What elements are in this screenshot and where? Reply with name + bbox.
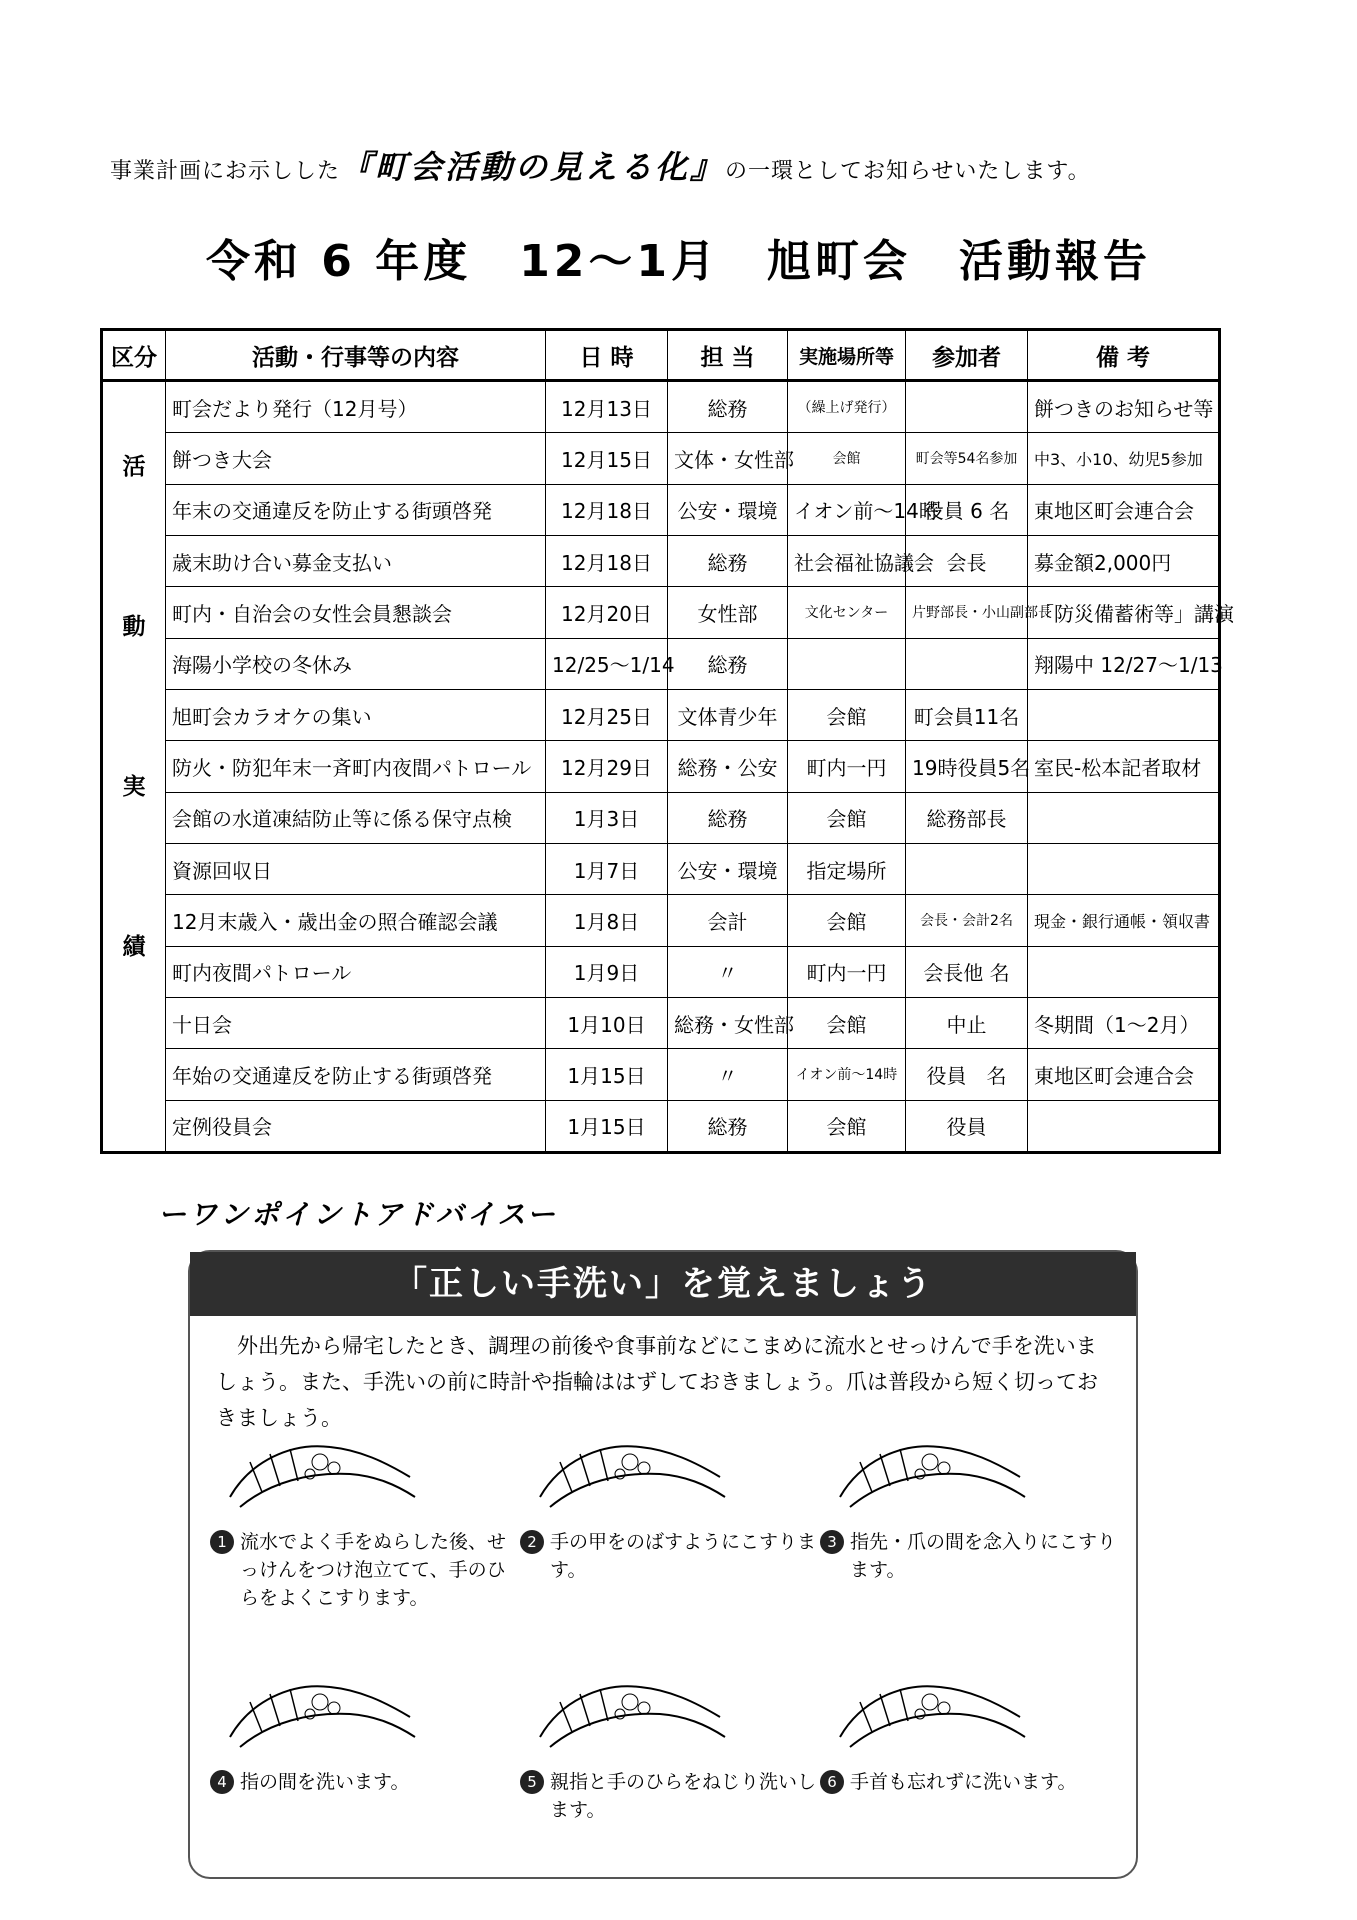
step-number: 4 xyxy=(210,1770,234,1794)
activity-cell: 防火・防犯年末一斉町内夜間パトロール xyxy=(166,741,546,792)
date-cell: 12月29日 xyxy=(546,741,668,792)
place-cell: 文化センター xyxy=(788,587,906,638)
notes-cell xyxy=(1028,843,1220,894)
intro-text xyxy=(110,142,1250,188)
owner-cell: 総務 xyxy=(668,792,788,843)
header-place: 実施場所等 xyxy=(788,330,906,381)
table-row xyxy=(102,792,1220,843)
place-cell: 会館 xyxy=(788,997,906,1048)
activity-cell: 歳末助け合い募金支払い xyxy=(166,535,546,586)
owner-cell: 総務 xyxy=(668,1100,788,1152)
table-row xyxy=(102,433,1220,484)
activity-report-table xyxy=(100,328,1234,1154)
step-text: 指の間を洗います。 xyxy=(240,1771,410,1793)
palms-rub-icon xyxy=(210,1402,430,1522)
place-cell: 町内一円 xyxy=(788,741,906,792)
participants-cell: 町会等54名参加 xyxy=(906,433,1028,484)
table-row xyxy=(102,587,1220,638)
participants-cell: 会長・会計2名 xyxy=(906,895,1028,946)
notes-cell: 募金額2,000円 xyxy=(1028,535,1220,586)
step-text: 流水でよく手をぬらした後、せっけんをつけ泡立てて、手のひらをよくこすります。 xyxy=(240,1531,507,1609)
date-cell: 1月7日 xyxy=(546,843,668,894)
date-cell: 1月3日 xyxy=(546,792,668,843)
owner-cell: 〃 xyxy=(668,946,788,997)
header-participants: 参加者 xyxy=(906,330,1028,381)
notes-cell: 冬期間（1～2月） xyxy=(1028,997,1220,1048)
table-row xyxy=(102,689,1220,740)
activity-cell: 町会だより発行（12月号） xyxy=(166,381,546,433)
place-cell xyxy=(788,638,906,689)
category-char: 績 xyxy=(122,934,146,960)
header-category: 区分 xyxy=(102,330,166,381)
table-row xyxy=(102,638,1220,689)
place-cell: 指定場所 xyxy=(788,843,906,894)
step-number: 2 xyxy=(520,1530,544,1554)
notes-cell xyxy=(1028,946,1220,997)
handwash-advice-box xyxy=(188,1250,1138,1879)
participants-cell: 片野部長・小山副部長 xyxy=(906,587,1028,638)
activity-cell: 年末の交通違反を防止する街頭啓発 xyxy=(166,484,546,535)
owner-cell: 〃 xyxy=(668,1049,788,1100)
table-row xyxy=(102,535,1220,586)
table-row xyxy=(102,946,1220,997)
owner-cell: 文体青少年 xyxy=(668,689,788,740)
table-row xyxy=(102,843,1220,894)
participants-cell: 19時役員5名 xyxy=(906,741,1028,792)
activity-cell: 餅つき大会 xyxy=(166,433,546,484)
date-cell: 1月15日 xyxy=(546,1049,668,1100)
handwash-step xyxy=(520,1402,820,1584)
category-char: 実 xyxy=(122,774,146,800)
activity-cell: 資源回収日 xyxy=(166,843,546,894)
intro-after: の一環としてお知らせいたします。 xyxy=(725,159,1091,184)
notes-cell: 中3、小10、幼児5参加 xyxy=(1028,433,1220,484)
activity-cell: 会館の水道凍結防止等に係る保守点検 xyxy=(166,792,546,843)
step-number: 3 xyxy=(820,1530,844,1554)
date-cell: 12/25～1/14 xyxy=(546,638,668,689)
activity-cell: 十日会 xyxy=(166,997,546,1048)
wrist-icon xyxy=(820,1642,1040,1762)
participants-cell: 会長他 名 xyxy=(906,946,1028,997)
handwash-step xyxy=(210,1642,510,1796)
place-cell: （繰上げ発行） xyxy=(788,381,906,433)
owner-cell: 会計 xyxy=(668,895,788,946)
step-number: 5 xyxy=(520,1770,544,1794)
activity-cell: 町内・自治会の女性会員懇談会 xyxy=(166,587,546,638)
intro-emphasis: 『町会活動の見える化』 xyxy=(340,148,726,186)
date-cell: 1月8日 xyxy=(546,895,668,946)
activity-cell: 定例役員会 xyxy=(166,1100,546,1152)
date-cell: 1月15日 xyxy=(546,1100,668,1152)
intro-before: 事業計画にお示しした xyxy=(110,159,341,184)
category-cell xyxy=(102,381,166,1153)
participants-cell: 会長 xyxy=(906,535,1028,586)
participants-cell xyxy=(906,638,1028,689)
activity-cell: 町内夜間パトロール xyxy=(166,946,546,997)
activity-cell: 年始の交通違反を防止する街頭啓発 xyxy=(166,1049,546,1100)
table-row xyxy=(102,484,1220,535)
notes-cell xyxy=(1028,792,1220,843)
notes-cell: 東地区町会連合会 xyxy=(1028,484,1220,535)
owner-cell: 総務 xyxy=(668,638,788,689)
participants-cell: 町会員11名 xyxy=(906,689,1028,740)
thumb-twist-icon xyxy=(520,1642,740,1762)
participants-cell xyxy=(906,381,1028,433)
place-cell: 会館 xyxy=(788,1100,906,1152)
notes-cell: 室民-松本記者取材 xyxy=(1028,741,1220,792)
participants-cell: 役員 xyxy=(906,1100,1028,1152)
place-cell: イオン前～14時 xyxy=(788,484,906,535)
step-number: 6 xyxy=(820,1770,844,1794)
advice-banner: 「正しい手洗い」を覚えましょう xyxy=(190,1252,1136,1316)
back-of-hand-icon xyxy=(520,1402,740,1522)
owner-cell: 総務・女性部 xyxy=(668,997,788,1048)
table-row xyxy=(102,997,1220,1048)
header-owner: 担 当 xyxy=(668,330,788,381)
handwash-step xyxy=(820,1402,1120,1584)
notes-cell xyxy=(1028,1100,1220,1152)
step-number: 1 xyxy=(210,1530,234,1554)
notes-cell: 翔陽中 12/27～1/13 xyxy=(1028,638,1220,689)
participants-cell: 役員 6 名 xyxy=(906,484,1028,535)
table-row xyxy=(102,1100,1220,1152)
place-cell: 会館 xyxy=(788,792,906,843)
notes-cell: 「防災備蓄術等」講演 xyxy=(1028,587,1220,638)
table-row xyxy=(102,1049,1220,1100)
date-cell: 12月18日 xyxy=(546,484,668,535)
activity-cell: 12月末歳入・歳出金の照合確認会議 xyxy=(166,895,546,946)
handwash-step xyxy=(520,1642,820,1824)
advice-lead: 外出先から帰宅したとき、調理の前後や食事前などにこまめに流水とせっけんで手を洗いましょう。また、手洗いの前に時計や指輪ははずしておきましょう。爪は普段から短く切っておきましょう。 xyxy=(216,1334,1098,1430)
owner-cell: 女性部 xyxy=(668,587,788,638)
activity-cell: 旭町会カラオケの集い xyxy=(166,689,546,740)
date-cell: 1月10日 xyxy=(546,997,668,1048)
date-cell: 12月15日 xyxy=(546,433,668,484)
date-cell: 12月25日 xyxy=(546,689,668,740)
fingertips-icon xyxy=(820,1402,1040,1522)
step-text: 指先・爪の間を念入りにこすります。 xyxy=(850,1531,1117,1581)
participants-cell xyxy=(906,843,1028,894)
date-cell: 12月18日 xyxy=(546,535,668,586)
notes-cell: 現金・銀行通帳・領収書 xyxy=(1028,895,1220,946)
participants-cell: 総務部長 xyxy=(906,792,1028,843)
step-text: 手首も忘れずに洗います。 xyxy=(850,1771,1077,1793)
notes-cell: 東地区町会連合会 xyxy=(1028,1049,1220,1100)
place-cell: 町内一円 xyxy=(788,946,906,997)
header-content: 活動・行事等の内容 xyxy=(166,330,546,381)
participants-cell: 役員 名 xyxy=(906,1049,1028,1100)
owner-cell: 総務・公安 xyxy=(668,741,788,792)
header-date: 日 時 xyxy=(546,330,668,381)
page-title: 令和 6 年度 12～1月 旭町会 活動報告 xyxy=(205,236,1152,287)
table-row xyxy=(102,381,1220,433)
header-notes: 備 考 xyxy=(1028,330,1220,381)
onepoint-heading: ーワンポイントアドバイスー xyxy=(158,1198,558,1231)
place-cell: 会館 xyxy=(788,895,906,946)
step-text: 手の甲をのばすようにこすります。 xyxy=(550,1531,817,1581)
category-char: 活 xyxy=(122,454,146,480)
step-text: 親指と手のひらをねじり洗いします。 xyxy=(550,1771,817,1821)
owner-cell: 総務 xyxy=(668,381,788,433)
notes-cell: 餅つきのお知らせ等 xyxy=(1028,381,1220,433)
place-cell: イオン前～14時 xyxy=(788,1049,906,1100)
between-fingers-icon xyxy=(210,1642,430,1762)
owner-cell: 公安・環境 xyxy=(668,843,788,894)
place-cell: 会館 xyxy=(788,433,906,484)
handwash-steps xyxy=(210,1402,1120,1872)
handwash-step xyxy=(210,1402,510,1612)
place-cell: 会館 xyxy=(788,689,906,740)
activity-cell: 海陽小学校の冬休み xyxy=(166,638,546,689)
place-cell: 社会福祉協議会 xyxy=(788,535,906,586)
category-char: 動 xyxy=(122,614,146,640)
notes-cell xyxy=(1028,689,1220,740)
owner-cell: 公安・環境 xyxy=(668,484,788,535)
table-row xyxy=(102,895,1220,946)
table-header-row xyxy=(102,330,1220,381)
table-row xyxy=(102,741,1220,792)
owner-cell: 文体・女性部 xyxy=(668,433,788,484)
owner-cell: 総務 xyxy=(668,535,788,586)
handwash-step xyxy=(820,1642,1120,1796)
date-cell: 12月20日 xyxy=(546,587,668,638)
date-cell: 12月13日 xyxy=(546,381,668,433)
participants-cell: 中止 xyxy=(906,997,1028,1048)
date-cell: 1月9日 xyxy=(546,946,668,997)
